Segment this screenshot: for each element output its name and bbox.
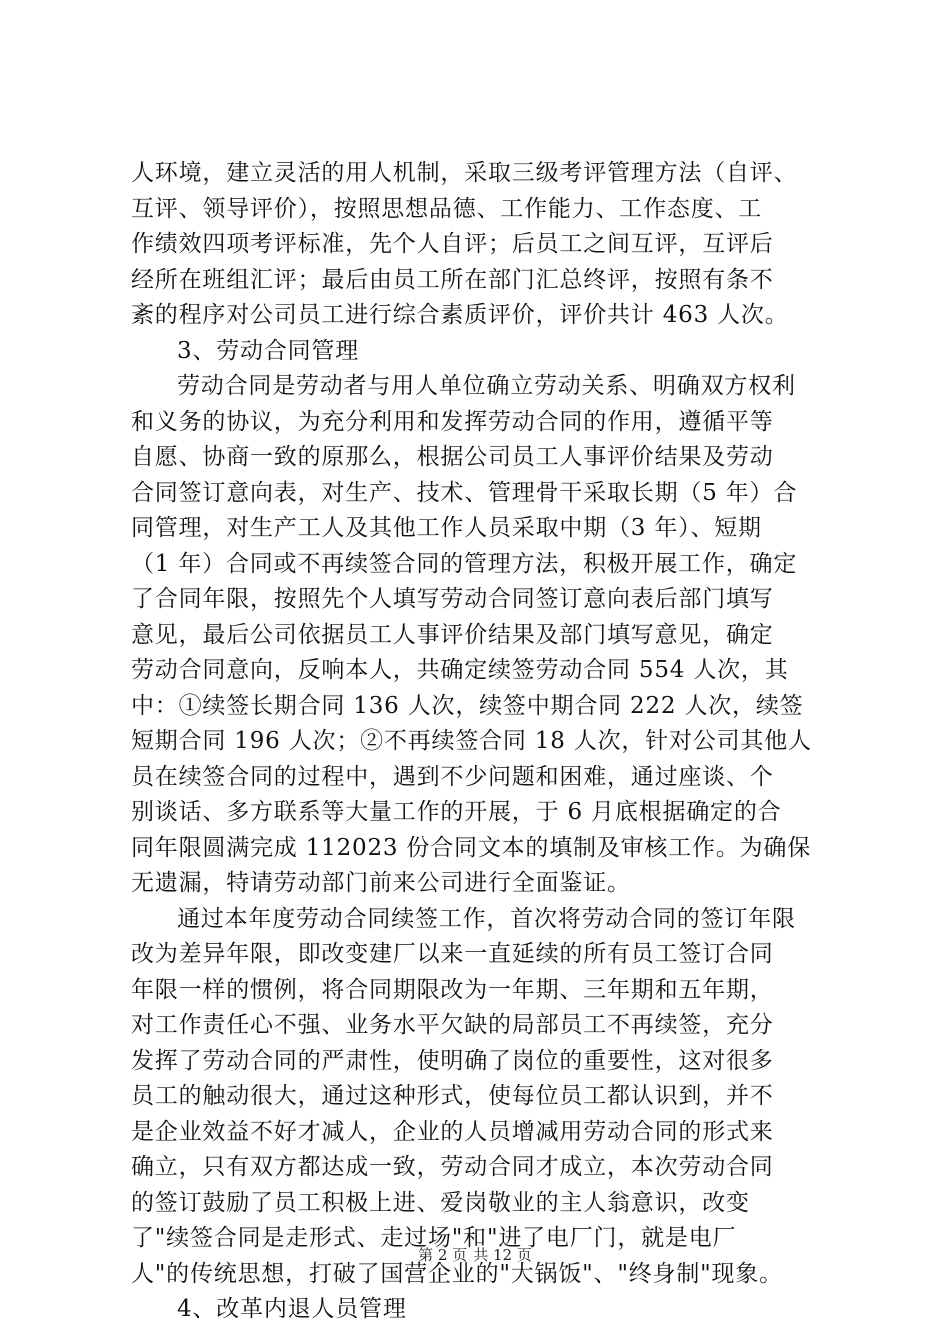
text-line: 意见，最后公司依据员工人事评价结果及部门填写意见，确定 [131,621,774,648]
text-line: 经所在班组汇评；最后由员工所在部门汇总终评，按照有条不 [131,266,774,293]
text-line: 员在续签合同的过程中，遇到不少问题和困难，通过座谈、个 [131,763,774,790]
text-line: 确立，只有双方都达成一致，劳动合同才成立，本次劳动合同 [131,1154,774,1180]
text-line: 和义务的协议，为充分利用和发挥劳动合同的作用，遵循平等 [131,408,774,435]
text-line: 人"的传统思想，打破了国营企业的"大锅饭"、"终身制"现象。 [131,1260,783,1287]
text-line: 短期合同 196 人次；②不再续签合同 18 人次，针对公司其他人 [131,728,812,754]
text-line: 中：①续签长期合同 136 人次，续签中期合同 222 人次，续签 [131,692,804,719]
document-body [131,156,827,1328]
page-number: 第 2 页 [418,1246,468,1264]
paragraph-start-line: 通过本年度劳动合同续签工作，首次将劳动合同的签订年限 [177,905,796,932]
text-line: 同管理，对生产工人及其他工作人员采取中期（3 年）、短期 [131,515,762,541]
text-line: 人环境，建立灵活的用人机制，采取三级考评管理方法（自评、 [131,160,798,186]
text-line: 年限一样的惯例，将合同期限改为一年期、三年期和五年期， [131,976,774,1003]
page-total: 共 12 页 [473,1246,532,1264]
section-heading: 4、改革内退人员管理 [177,1296,407,1322]
text-line: 员工的触动很大，通过这种形式，使每位员工都认识到，并不 [131,1083,774,1109]
text-line: 是企业效益不好才减人，企业的人员增减用劳动合同的形式来 [131,1118,774,1145]
text-line: 自愿、协商一致的原那么，根据公司员工人事评价结果及劳动 [131,444,774,470]
text-line: 合同签订意向表，对生产、技术、管理骨干采取长期（5 年）合 [131,479,798,506]
text-line: 了"续签合同是走形式、走过场"和"进了电厂门，就是电厂 [131,1225,737,1251]
section-heading: 3、劳动合同管理 [177,337,360,364]
text-line: 对工作责任心不强、业务水平欠缺的局部员工不再续签，充分 [131,1012,774,1038]
text-line: 互评、领导评价），按照思想品德、工作能力、工作态度、工 [131,195,763,222]
text-line: 了合同年限，按照先个人填写劳动合同签订意向表后部门填写 [131,586,774,612]
text-line: 的签订鼓励了员工积极上进、爱岗敬业的主人翁意识，改变 [131,1189,750,1216]
text-line: 紊的程序对公司员工进行综合素质评价，评价共计 463 人次。 [131,302,789,328]
text-line: 发挥了劳动合同的严肃性，使明确了岗位的重要性，这对很多 [131,1047,774,1074]
text-line: （1 年）合同或不再续签合同的管理方法，积极开展工作，确定 [131,550,798,577]
text-line: 作绩效四项考评标准，先个人自评；后员工之间互评，互评后 [131,231,774,257]
page-footer [0,1245,950,1265]
text-line: 同年限圆满完成 112023 份合同文本的填制及审核工作。为确保 [131,834,812,861]
paragraph-start-line: 劳动合同是劳动者与用人单位确立劳动关系、明确双方权利 [177,373,796,399]
text-line: 劳动合同意向，反响本人，共确定续签劳动合同 554 人次，其 [131,657,789,683]
text-line: 改为差异年限，即改变建厂以来一直延续的所有员工签订合同 [131,941,774,967]
text-line: 别谈话、多方联系等大量工作的开展，于 6 月底根据确定的合 [131,799,782,825]
text-line: 无遗漏，特请劳动部门前来公司进行全面鉴证。 [131,870,631,896]
